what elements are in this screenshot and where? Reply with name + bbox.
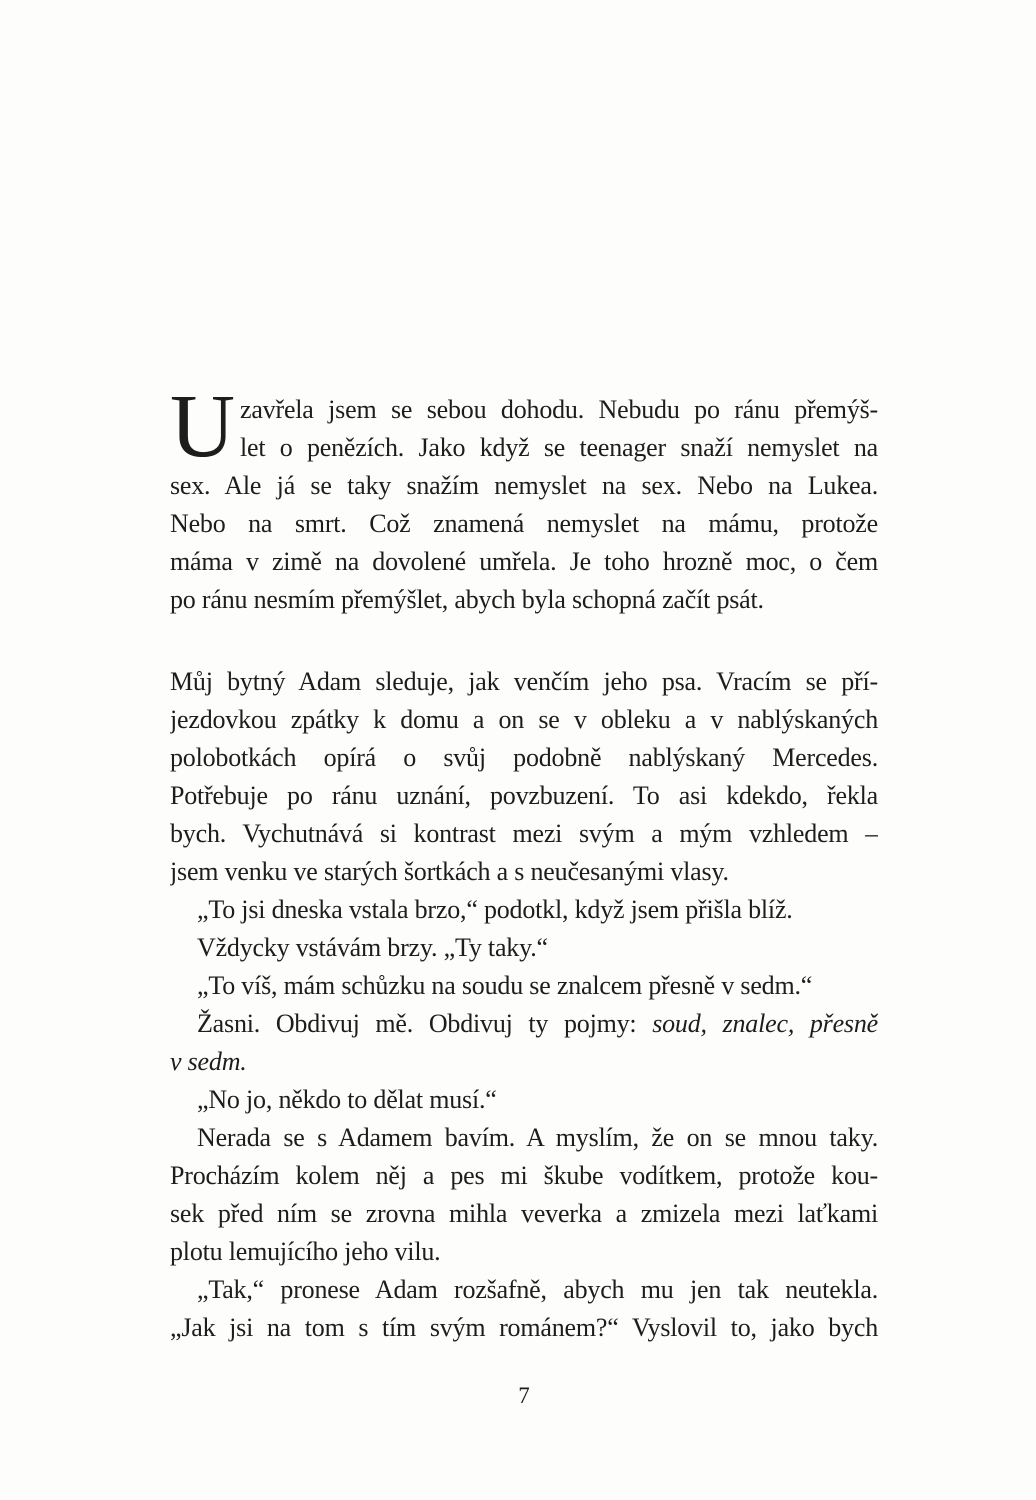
- text-segment: plotu lemujícího jeho vilu.: [170, 1237, 441, 1266]
- text-line: [170, 1233, 878, 1271]
- text-line: [170, 967, 878, 1005]
- text-line: [170, 701, 878, 739]
- text-segment: Žasni. Obdivuj mě. Obdivuj ty pojmy:: [197, 1009, 653, 1038]
- text-line: [170, 429, 878, 467]
- text-line: [170, 1005, 878, 1043]
- italic-text-segment: v sedm.: [170, 1047, 247, 1076]
- text-segment: „To víš, mám schůzku na soudu se znalcem přesně v sedm.“: [197, 971, 813, 1000]
- italic-text-segment: soud, znalec, přesně: [652, 1009, 878, 1038]
- text-segment: Můj bytný Adam sleduje, jak venčím jeho psa. Vracím se pří-: [170, 667, 878, 696]
- text-segment: jsem venku ve starých šortkách a s neučesanými vlasy.: [170, 857, 729, 886]
- paragraph-dialogue-3: [170, 967, 878, 1005]
- text-line: [170, 1157, 878, 1195]
- text-segment: „To jsi dneska vstala brzo,“ podotkl, když jsem přišla blíž.: [197, 895, 793, 924]
- paragraph-dialogue-1: [170, 891, 878, 929]
- text-segment: Nerada se s Adamem bavím. A myslím, že on se mnou taky.: [197, 1123, 878, 1152]
- text-segment: „Tak,“ pronese Adam rozšafně, abych mu jen tak neutekla.: [197, 1275, 878, 1304]
- text-segment: jezdovkou zpátky k domu a on se v obleku a v nablýskaných: [170, 705, 878, 734]
- text-line: [170, 1271, 878, 1309]
- text-segment: Vždycky vstávám brzy. „Ty taky.“: [197, 933, 548, 962]
- text-line: [170, 929, 878, 967]
- text-segment: „No jo, někdo to dělat musí.“: [197, 1085, 497, 1114]
- text-segment: Potřebuje po ránu uznání, povzbuzení. To asi kdekdo, řekla: [170, 781, 878, 810]
- text-segment: let o penězích. Jako když se teenager snaží nemyslet na: [240, 433, 878, 462]
- text-segment: po ránu nesmím přemýšlet, abych byla schopná začít psát.: [170, 585, 764, 614]
- text-block: [170, 377, 878, 1347]
- text-segment: „Jak jsi na tom s tím svým románem?“ Vyslovil to, jako bych: [170, 1313, 878, 1342]
- paragraph-adam-intro: [170, 663, 878, 891]
- text-line: [170, 1043, 878, 1081]
- text-line: [170, 467, 878, 505]
- drop-cap: U: [170, 377, 235, 476]
- text-segment: bych. Vychutnává si kontrast mezi svým a mým vzhledem –: [170, 819, 878, 848]
- text-line: [170, 853, 878, 891]
- paragraph-dialogue-2: [170, 929, 878, 967]
- text-line: [170, 777, 878, 815]
- text-line: [170, 505, 878, 543]
- text-segment: sex. Ale já se taky snažím nemyslet na sex. Nebo na Lukea.: [170, 471, 878, 500]
- paragraph-zasni: [170, 1005, 878, 1081]
- text-segment: Nebo na smrt. Což znamená nemyslet na mámu, protože: [170, 509, 878, 538]
- text-segment: sek před ním se zrovna mihla veverka a zmizela mezi laťkami: [170, 1199, 878, 1228]
- text-line: [170, 1195, 878, 1233]
- text-line: [170, 891, 878, 929]
- text-line: [170, 1309, 878, 1347]
- text-segment: zavřela jsem se sebou dohodu. Nebudu po ránu přemýš-: [240, 395, 878, 424]
- paragraph-dialogue-4: [170, 1081, 878, 1119]
- text-line: [170, 581, 878, 619]
- text-line: [170, 1119, 878, 1157]
- text-segment: Procházím kolem něj a pes mi škube vodítkem, protože kou-: [170, 1161, 878, 1190]
- paragraph-nerada: [170, 1119, 878, 1271]
- text-line: [170, 1081, 878, 1119]
- page-number: 7: [518, 1383, 530, 1408]
- paragraph-dialogue-5: [170, 1271, 878, 1347]
- text-segment: máma v zimě na dovolené umřela. Je toho hrozně moc, o čem: [170, 547, 878, 576]
- text-line: [170, 815, 878, 853]
- paragraph-opening: [170, 377, 878, 619]
- text-segment: polobotkách opírá o svůj podobně nablýskaný Mercedes.: [170, 743, 878, 772]
- text-line: [170, 391, 878, 429]
- text-line: [170, 739, 878, 777]
- text-line: [170, 543, 878, 581]
- text-line: [170, 663, 878, 701]
